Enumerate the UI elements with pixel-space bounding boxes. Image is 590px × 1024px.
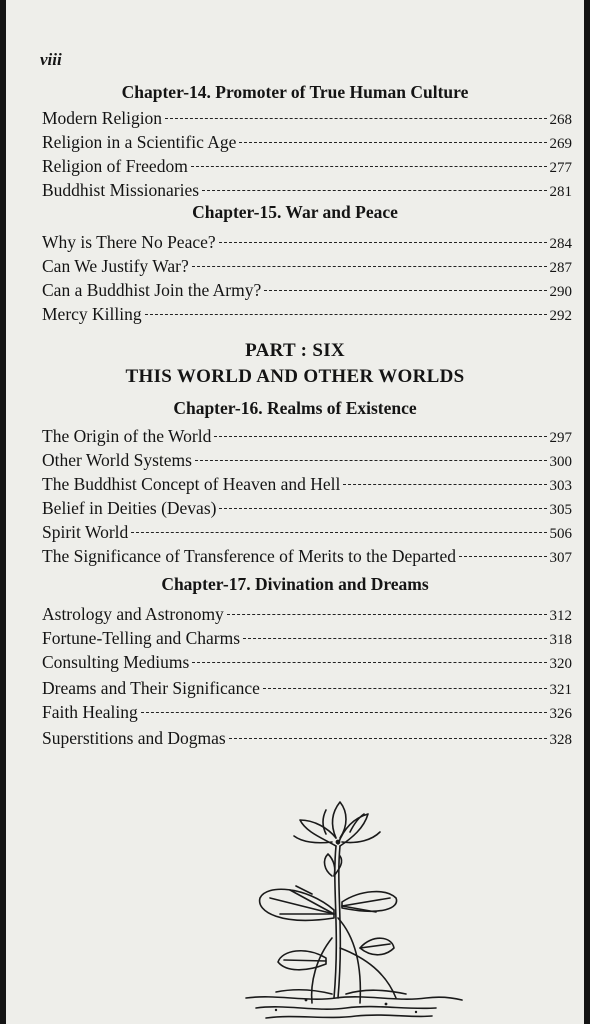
toc-entry[interactable] xyxy=(42,604,572,628)
dot-leader xyxy=(202,190,546,191)
toc-entry-title: Modern Religion xyxy=(42,108,163,128)
toc-entry-title: Religion of Freedom xyxy=(42,156,188,176)
chapter-17-heading: Chapter-17. Divination and Dreams xyxy=(161,574,429,594)
toc-entry[interactable] xyxy=(42,232,572,256)
toc-entry-page: 303 xyxy=(549,478,572,494)
dot-leader xyxy=(239,142,546,143)
chapter-14-heading: Chapter-14. Promoter of True Human Culture xyxy=(121,82,469,102)
page-number: viii xyxy=(40,50,62,69)
toc-entry[interactable] xyxy=(42,280,572,304)
toc-entry-title: Other World Systems xyxy=(42,450,192,470)
toc-entry-page: 268 xyxy=(549,112,572,128)
toc-entry-page: 297 xyxy=(549,430,572,446)
toc-entry[interactable] xyxy=(42,728,572,752)
toc-entry-page: 318 xyxy=(549,632,572,648)
dot-leader xyxy=(263,688,547,689)
toc-entry[interactable] xyxy=(42,474,572,498)
toc-entry-page: 281 xyxy=(549,184,572,200)
toc-entry-title: Astrology and Astronomy xyxy=(42,604,224,624)
part-label: PART : SIX xyxy=(245,340,345,361)
toc-entry-title: The Buddhist Concept of Heaven and Hell xyxy=(42,474,341,494)
toc-entry-page: 307 xyxy=(549,550,572,566)
toc-entry-page: 320 xyxy=(549,656,572,672)
toc-entry[interactable] xyxy=(42,628,572,652)
toc-entry-page: 287 xyxy=(549,260,572,276)
dot-leader xyxy=(141,712,547,713)
toc-entry[interactable] xyxy=(42,678,572,702)
toc-entry-title: The Significance of Transference of Merits to the Departed xyxy=(42,546,457,566)
toc-entry-title: Can We Justify War? xyxy=(42,256,189,276)
toc-entry-title: Religion in a Scientific Age xyxy=(42,132,237,152)
dot-leader xyxy=(145,314,547,315)
dot-leader xyxy=(243,638,546,639)
chapter-15-heading: Chapter-15. War and Peace xyxy=(192,202,398,222)
toc-entry-page: 506 xyxy=(549,526,572,542)
toc-entry[interactable] xyxy=(42,546,572,570)
toc-entry-page: 292 xyxy=(549,308,572,324)
toc-entry-title: Dreams and Their Significance xyxy=(42,678,260,698)
toc-entry-title: Belief in Deities (Devas) xyxy=(42,498,217,518)
toc-entry-page: 321 xyxy=(549,682,572,698)
toc-entry-title: Buddhist Missionaries xyxy=(42,180,200,200)
toc-entry-page: 326 xyxy=(549,706,572,722)
toc-entry-title: Fortune-Telling and Charms xyxy=(42,628,241,648)
toc-entry-title: Mercy Killing xyxy=(42,304,142,324)
lotus-flower-icon xyxy=(236,798,466,1024)
dot-leader xyxy=(195,460,547,461)
dot-leader xyxy=(219,508,546,509)
toc-entry-page: 300 xyxy=(549,454,572,470)
dot-leader xyxy=(191,166,547,167)
toc-entry[interactable] xyxy=(42,304,572,328)
dot-leader xyxy=(229,738,547,739)
toc-entry[interactable] xyxy=(42,156,572,180)
toc-entry-title: The Origin of the World xyxy=(42,426,212,446)
dot-leader xyxy=(343,484,546,485)
toc-entry-page: 290 xyxy=(549,284,572,300)
toc-entry-title: Can a Buddhist Join the Army? xyxy=(42,280,262,300)
toc-entry[interactable] xyxy=(42,108,572,132)
toc-entry-page: 305 xyxy=(549,502,572,518)
toc-entry[interactable] xyxy=(42,702,572,726)
dot-leader xyxy=(192,662,546,663)
toc-entry[interactable] xyxy=(42,522,572,546)
toc-entry[interactable] xyxy=(42,652,572,676)
toc-entry-page: 312 xyxy=(549,608,572,624)
toc-entry-title: Faith Healing xyxy=(42,702,138,722)
dot-leader xyxy=(459,556,546,557)
toc-entry-title: Spirit World xyxy=(42,522,129,542)
toc-entry-page: 284 xyxy=(549,236,572,252)
toc-entry[interactable] xyxy=(42,450,572,474)
toc-entry[interactable] xyxy=(42,256,572,280)
dot-leader xyxy=(192,266,547,267)
book-page xyxy=(6,0,584,1024)
part-title: THIS WORLD AND OTHER WORLDS xyxy=(125,366,465,387)
toc-entry-title: Consulting Mediums xyxy=(42,652,190,672)
toc-entry[interactable] xyxy=(42,498,572,522)
dot-leader xyxy=(227,614,547,615)
dot-leader xyxy=(264,290,546,291)
dot-leader xyxy=(131,532,546,533)
dot-leader xyxy=(219,242,547,243)
toc-entry-title: Why is There No Peace? xyxy=(42,232,216,252)
chapter-16-heading: Chapter-16. Realms of Existence xyxy=(173,398,417,418)
toc-entry[interactable] xyxy=(42,132,572,156)
dot-leader xyxy=(214,436,546,437)
toc-entry-page: 277 xyxy=(549,160,572,176)
dot-leader xyxy=(165,118,546,119)
toc-entry[interactable] xyxy=(42,426,572,450)
toc-entry[interactable] xyxy=(42,180,572,204)
toc-entry-title: Superstitions and Dogmas xyxy=(42,728,226,748)
toc-entry-page: 269 xyxy=(549,136,572,152)
toc-entry-page: 328 xyxy=(549,732,572,748)
